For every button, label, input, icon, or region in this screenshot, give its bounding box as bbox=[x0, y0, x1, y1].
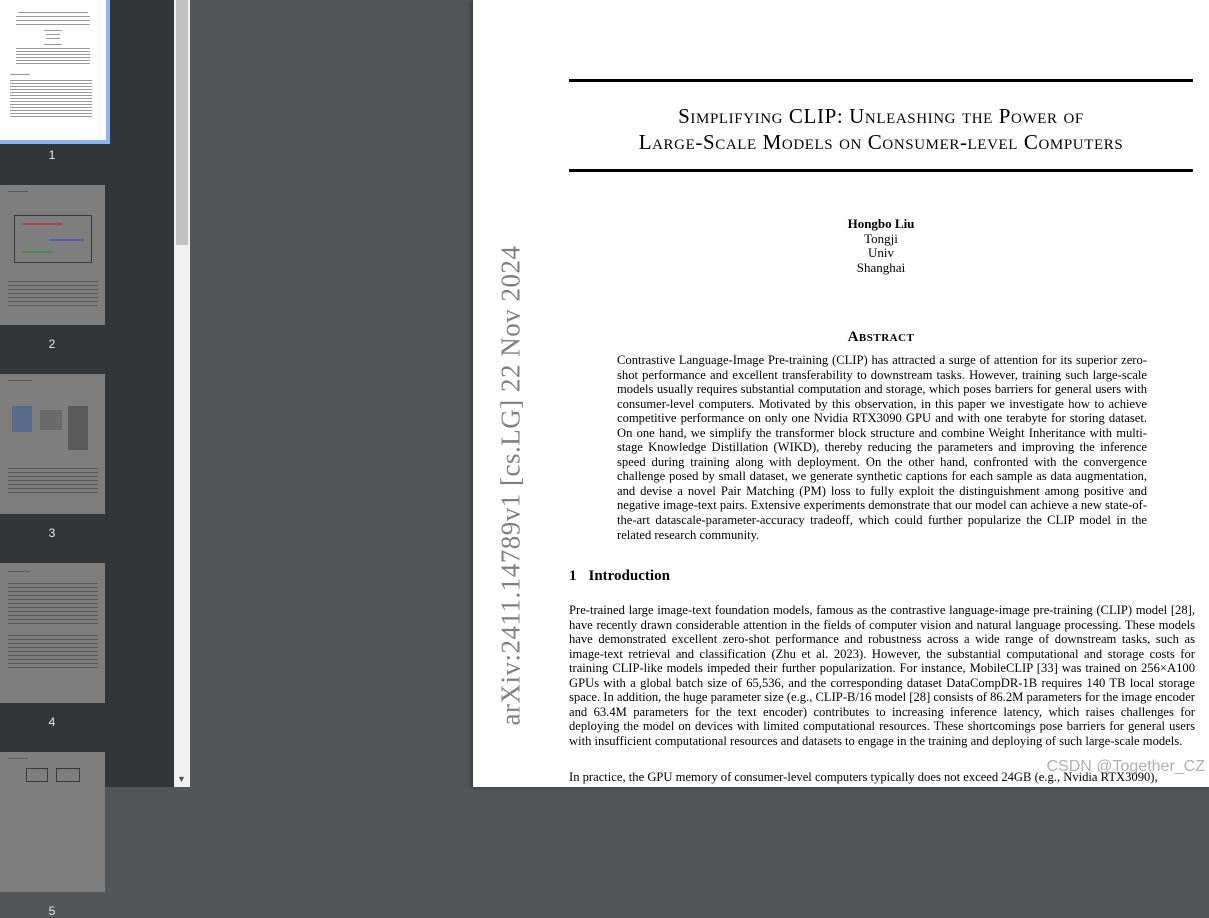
viewer-background bbox=[190, 0, 473, 787]
paper-title bbox=[569, 103, 1193, 155]
page-number-label: 1 bbox=[48, 148, 56, 162]
intro-paragraph: Pre-trained large image-text foundation models, famous as the contrastive language-image pre-training (CLIP) model [28], have recently drawn considerable attention in the fields of computer vision and natural language processing. These models have demonstrated excellent zero-shot performance and robustness across a wide range of downstream tasks, such as image-text retrieval and classification (Zhu et al. 2023). However, the substantial computational and storage costs for training CLIP-like models impeded their further popularization. For instance, MobileCLIP [33] was trained on 256×A100 GPUs with a global batch size of 65,536, and the corresponding dataset DataCompDR-1B requires 140 TB local storage space. In addition, the huge parameter size (e.g., CLIP-B/16 model [28] consists of 86.2M parameters for the image encoder and 63.4M parameters for the text encoder) contributes to increasing inference latency, which raises challenges for deploying the model on devices with limited computational resources. These shortcomings pose barriers for general users with insufficient computational resources and datasets to engage in the training and deploying of such large-scale models. bbox=[569, 603, 1195, 748]
author-affiliation: Univ bbox=[868, 245, 894, 260]
thumbnail-sidebar bbox=[0, 0, 174, 918]
title-bottom-rule bbox=[569, 169, 1193, 172]
section-number: 1 bbox=[569, 568, 577, 584]
page-thumbnail-4[interactable] bbox=[0, 563, 105, 703]
watermark: CSDN @Together_CZ bbox=[1046, 758, 1205, 775]
author-affiliation: Tongji bbox=[864, 230, 898, 246]
section-heading bbox=[569, 568, 670, 585]
pdf-page bbox=[473, 0, 1209, 787]
page-number-label: 4 bbox=[48, 715, 56, 729]
abstract-text: Contrastive Language-Image Pre-training (CLIP) has attracted a surge of attention for its superior zero-shot performance and excellent transferability to downstream tasks. However, training such large-scale models usually requires substantial computation and storage, which poses barriers for general users with consumer-level computers. Motivated by this observation, in this paper we investigate how to achieve competitive performance on only one Nvidia RTX3090 GPU and with one terabyte for storing dataset. On one hand, we simplify the transformer block structure and combine Weight Inheritance with multi-stage Knowledge Distillation (WIKD), thereby reducing the parameters and improving the inference speed during training along with deployment. On the other hand, confronted with the convergence challenge posed by small dataset, we generate synthetic captions for each sample as data augmentation, and devise a novel Pair Matching (PM) loss to fully exploit the distinguishment among positive and negative image-text pairs. Extensive experiments demonstrate that our model can achieve a new state-of-the-art datascale-parameter-accuracy tradeoff, which could further popularize the CLIP model in the related research community. bbox=[617, 353, 1147, 542]
title-top-rule bbox=[569, 79, 1193, 82]
scroll-down-arrow-icon[interactable]: ▼ bbox=[177, 774, 186, 784]
author-name: Hongbo Liu bbox=[847, 216, 915, 231]
page-number-label: 3 bbox=[48, 526, 56, 540]
page-number-label: 2 bbox=[48, 337, 56, 351]
abstract-heading: Abstract bbox=[847, 329, 915, 345]
page-number-label: 5 bbox=[48, 904, 56, 918]
author-affiliation: Shanghai bbox=[856, 259, 906, 275]
section-title: Introduction bbox=[588, 568, 670, 584]
page-thumbnail-5[interactable] bbox=[0, 752, 105, 892]
page-thumbnail-1[interactable] bbox=[0, 0, 106, 140]
scrollbar-thumb[interactable] bbox=[176, 0, 188, 245]
sidebar-scrollbar[interactable] bbox=[174, 0, 190, 787]
arxiv-identifier: arXiv:2411.14789v1 [cs.LG] 22 Nov 2024 bbox=[495, 245, 526, 726]
page-thumbnail-3[interactable] bbox=[0, 374, 105, 514]
page-thumbnail-2[interactable] bbox=[0, 185, 105, 325]
author-block bbox=[569, 217, 1193, 275]
title-line: Simplifying CLIP: Unleashing the Power of bbox=[678, 104, 1084, 128]
intro-paragraph: In practice, the GPU memory of consumer-level computers typically does not exceed 24GB (e.g., Nvidia RTX3090), bbox=[569, 770, 1158, 784]
title-line: Large-Scale Models on Consumer-level Computers bbox=[638, 130, 1124, 154]
